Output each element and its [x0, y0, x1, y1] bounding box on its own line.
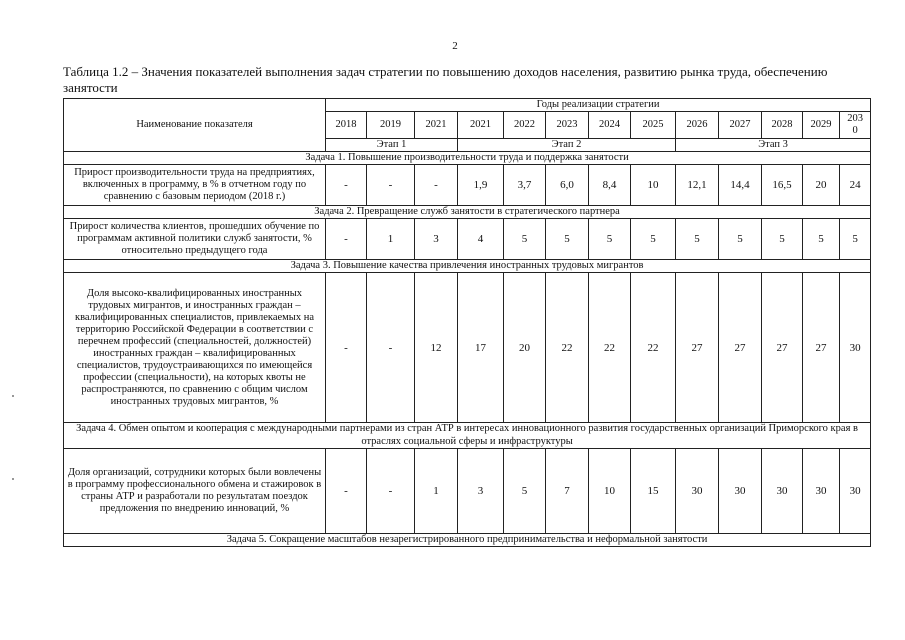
value-cell: 6,0: [546, 165, 589, 206]
value-cell: 1: [367, 219, 415, 260]
value-cell: 1,9: [458, 165, 504, 206]
value-cell: 20: [803, 165, 840, 206]
value-cell: 3: [458, 449, 504, 534]
year-cell: 2021: [415, 112, 458, 139]
year-cell: 2021: [458, 112, 504, 139]
value-cell: 22: [589, 273, 631, 423]
value-cell: 30: [840, 449, 871, 534]
value-cell: 7: [546, 449, 589, 534]
value-cell: 1: [415, 449, 458, 534]
task-row: [64, 534, 871, 547]
value-cell: 5: [719, 219, 762, 260]
task-row: [64, 260, 871, 273]
value-cell: 15: [631, 449, 676, 534]
value-cell: -: [326, 273, 367, 423]
value-cell: 30: [676, 449, 719, 534]
header-row-years-title: [64, 99, 871, 112]
value-cell: 30: [762, 449, 803, 534]
year-cell: 2029: [803, 112, 840, 139]
stage-cell: Этап 3: [676, 139, 871, 152]
indicator-name: Прирост количества клиентов, прошедших обучение по программам активной политики служб занятости, % относительно предыдущего года: [64, 219, 326, 260]
task-title: Задача 4. Обмен опытом и кооперация с международными партнерами из стран АТР в интересах инновационного развития государственных организаций Приморского края в отраслях социальной сферы и инфраструктуры: [64, 423, 871, 449]
value-cell: 22: [631, 273, 676, 423]
stage-cell: Этап 2: [458, 139, 676, 152]
value-cell: 17: [458, 273, 504, 423]
task-title: Задача 3. Повышение качества привлечения иностранных трудовых мигрантов: [64, 260, 871, 273]
years-title: Годы реализации стратегии: [326, 99, 871, 112]
value-cell: 30: [803, 449, 840, 534]
value-cell: -: [415, 165, 458, 206]
indicator-name: Доля организаций, сотрудники которых были вовлечены в программу профессионального обмена и стажировок в страны АТР и разработали по результатам поездок предложения по внедрению инноваций, %: [64, 449, 326, 534]
value-cell: 5: [589, 219, 631, 260]
value-cell: 5: [676, 219, 719, 260]
indicators-table: [63, 98, 871, 547]
indicator-name: Доля высоко-квалифицированных иностранных трудовых мигрантов, и иностранных граждан – квалифицированных специалистов, привлекаемых на территорию Российской Федерации в соответствии с перечнем профессий (специальностей, должностей) иностранных граждан – квалифицированных специалистов, трудоустраивающихся по имеющейся профессии (специальности), на которых квоты не распространяются, по сравнению с общим числом иностранных трудовых мигрантов, %: [64, 273, 326, 423]
value-cell: 8,4: [589, 165, 631, 206]
value-cell: 5: [803, 219, 840, 260]
task-row: [64, 423, 871, 449]
value-cell: 27: [676, 273, 719, 423]
value-cell: 5: [631, 219, 676, 260]
value-cell: 14,4: [719, 165, 762, 206]
table-caption: Таблица 1.2 – Значения показателей выполнения задач стратегии по повышению доходов населения, развитию рынка труда, обеспечению занятости: [63, 64, 828, 95]
year-cell: 2030: [840, 112, 871, 139]
value-cell: 10: [631, 165, 676, 206]
value-cell: 12: [415, 273, 458, 423]
task-title: Задача 5. Сокращение масштабов незарегистрированного предпринимательства и неформальной занятости: [64, 534, 871, 547]
scan-mark: [12, 478, 14, 480]
value-cell: 27: [803, 273, 840, 423]
task-row: [64, 152, 871, 165]
year-cell: 2027: [719, 112, 762, 139]
indicator-row: [64, 273, 871, 423]
indicator-name: Прирост производительности труда на предприятиях, включенных в программу, в % в отчетном году по сравнению с базовым периодом (2018 г.): [64, 165, 326, 206]
value-cell: 16,5: [762, 165, 803, 206]
year-cell: 2024: [589, 112, 631, 139]
value-cell: 24: [840, 165, 871, 206]
value-cell: 5: [504, 449, 546, 534]
value-cell: 4: [458, 219, 504, 260]
value-cell: 30: [719, 449, 762, 534]
value-cell: 30: [840, 273, 871, 423]
value-cell: 5: [546, 219, 589, 260]
value-cell: 22: [546, 273, 589, 423]
year-cell: 2019: [367, 112, 415, 139]
name-column-header: Наименование показателя: [64, 99, 326, 152]
year-cell: 2022: [504, 112, 546, 139]
value-cell: 20: [504, 273, 546, 423]
value-cell: -: [326, 165, 367, 206]
year-cell: 2018: [326, 112, 367, 139]
year-cell: 2028: [762, 112, 803, 139]
value-cell: -: [326, 449, 367, 534]
year-cell: 2026: [676, 112, 719, 139]
task-title: Задача 2. Превращение служб занятости в стратегического партнера: [64, 206, 871, 219]
value-cell: 12,1: [676, 165, 719, 206]
value-cell: -: [326, 219, 367, 260]
indicator-row: [64, 165, 871, 206]
page-number: 2: [452, 40, 458, 52]
value-cell: 3: [415, 219, 458, 260]
value-cell: -: [367, 273, 415, 423]
stage-cell: Этап 1: [326, 139, 458, 152]
value-cell: 3,7: [504, 165, 546, 206]
value-cell: 5: [762, 219, 803, 260]
value-cell: 5: [504, 219, 546, 260]
value-cell: 27: [719, 273, 762, 423]
year-cell: 2025: [631, 112, 676, 139]
indicator-row: [64, 449, 871, 534]
value-cell: 10: [589, 449, 631, 534]
task-title: Задача 1. Повышение производительности труда и поддержка занятости: [64, 152, 871, 165]
value-cell: 5: [840, 219, 871, 260]
value-cell: -: [367, 449, 415, 534]
year-cell: 2023: [546, 112, 589, 139]
indicator-row: [64, 219, 871, 260]
scan-mark: [12, 395, 14, 397]
value-cell: -: [367, 165, 415, 206]
value-cell: 27: [762, 273, 803, 423]
task-row: [64, 206, 871, 219]
